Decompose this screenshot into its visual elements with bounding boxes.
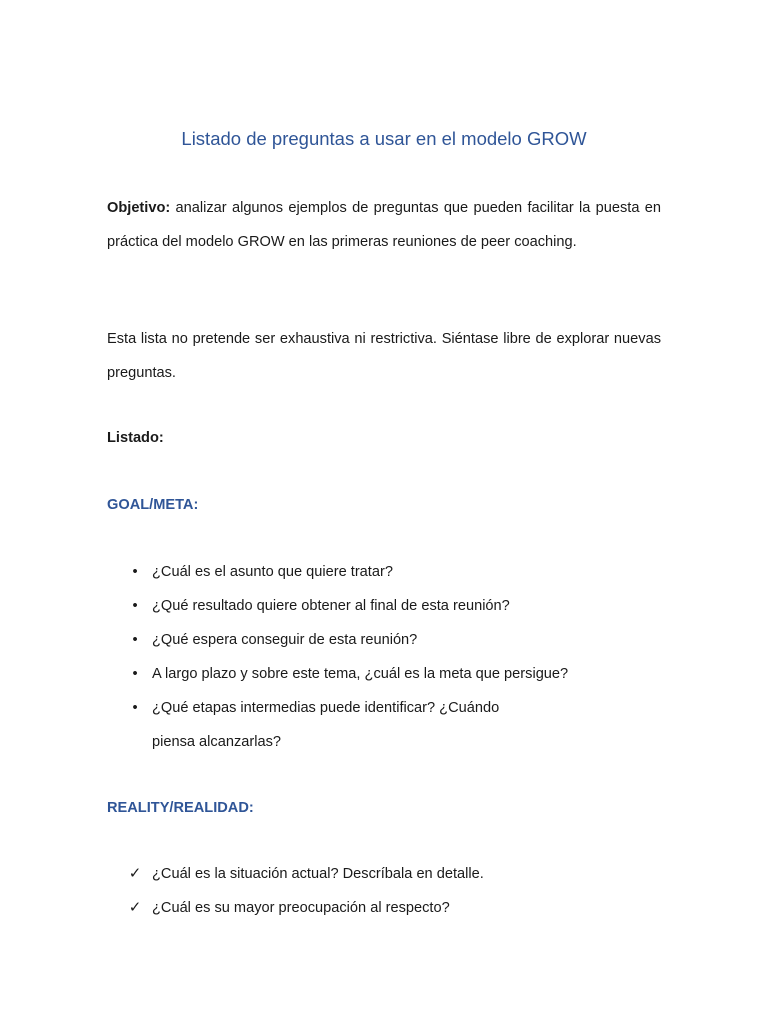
checkmark-icon: ✓ bbox=[128, 899, 142, 916]
disclaimer-paragraph: Esta lista no pretende ser exhaustiva ni restrictiva. Siéntase libre de explorar nuevas preguntas. bbox=[107, 331, 661, 381]
question-text: ¿Cuál es el asunto que quiere tratar? bbox=[152, 564, 393, 580]
listado-label: Listado: bbox=[107, 430, 164, 446]
list-item bbox=[107, 891, 661, 925]
question-text: ¿Qué etapas intermedias puede identificar? ¿Cuándo piensa alcanzarlas? bbox=[152, 700, 500, 750]
list-item bbox=[107, 555, 661, 589]
bullet-icon: • bbox=[132, 700, 138, 716]
list-item bbox=[107, 857, 661, 891]
reality-section-heading: REALITY/REALIDAD: bbox=[107, 800, 254, 816]
question-text: ¿Cuál es la situación actual? Descríbala en detalle. bbox=[152, 866, 484, 882]
document-title: Listado de preguntas a usar en el modelo GROW bbox=[181, 128, 587, 149]
objective-label: Objetivo: bbox=[107, 200, 171, 216]
checkmark-icon: ✓ bbox=[128, 865, 142, 882]
bullet-icon: • bbox=[132, 598, 138, 614]
bullet-icon: • bbox=[132, 564, 138, 580]
list-item bbox=[107, 589, 661, 623]
question-text: A largo plazo y sobre este tema, ¿cuál es la meta que persigue? bbox=[152, 666, 569, 682]
goal-question-list bbox=[107, 555, 661, 759]
bullet-icon: • bbox=[132, 666, 138, 682]
list-item bbox=[107, 657, 661, 691]
question-text: ¿Qué espera conseguir de esta reunión? bbox=[152, 632, 418, 648]
question-text: ¿Cuál es su mayor preocupación al respecto? bbox=[152, 900, 450, 916]
objective-text: analizar algunos ejemplos de preguntas que pueden facilitar la puesta en práctica del modelo GROW en las primeras reuniones de peer coaching. bbox=[107, 200, 661, 250]
reality-question-list bbox=[107, 857, 661, 925]
goal-section-heading: GOAL/META: bbox=[107, 497, 199, 513]
list-item bbox=[107, 691, 661, 759]
question-text: ¿Qué resultado quiere obtener al final de esta reunión? bbox=[152, 598, 510, 614]
list-item bbox=[107, 623, 661, 657]
objective-paragraph bbox=[107, 192, 661, 259]
bullet-icon: • bbox=[132, 632, 138, 648]
